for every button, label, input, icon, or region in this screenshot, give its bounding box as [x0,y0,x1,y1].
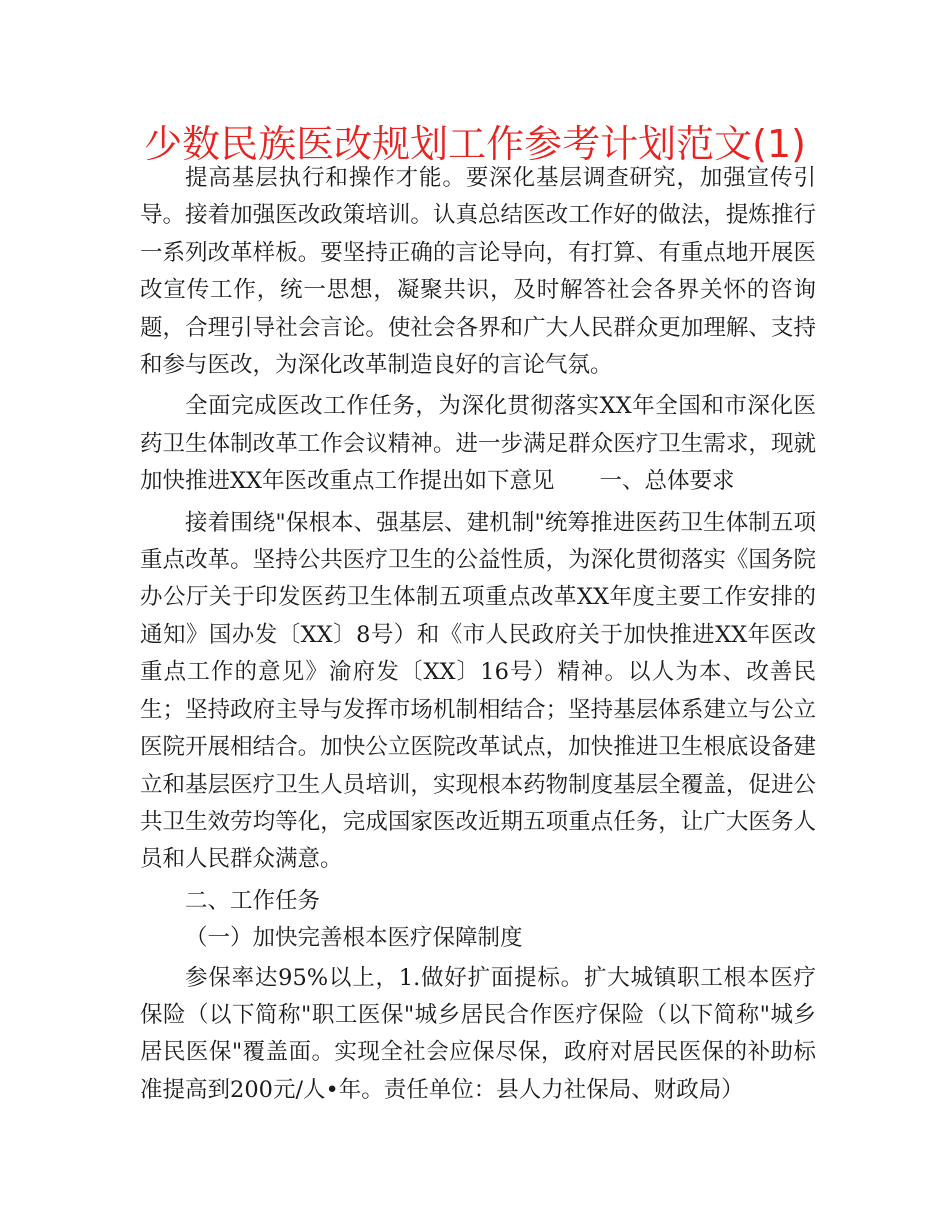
section-heading-work-tasks: 二、工作任务 [185,887,321,914]
subsection-heading-medical-insurance: （一）加快完善根本医疗保障制度 [185,925,523,952]
paragraph-3: 接着围绕"保根本、强基层、建机制"统筹推进医药卫生体制五项重点改革。坚持公共医疗卫生的公益性质，为深化贯彻落实《国务院办公厅关于印发医药卫生体制五项重点改革XX年度主要工作安排的通知》国办发〔XX〕8号）和《市人民政府关于加快推进XX年医改重点工作的意见》渝府发〔XX〕16号）精神。以人为本、改善民生；坚持政府主导与发挥市场机制相结合；坚持基层体系建立与公立医院开展相结合。加快公立医院改革试点，加快推进卫生根底设备建立和基层医疗卫生人员培训，实现根本药物制度基层全覆盖，促进公共卫生效劳均等化，完成国家医改近期五项重点任务，让广大医务人员和人民群众满意。 [140,509,816,873]
document-body [140,160,816,1109]
document-title: 少数民族医改规划工作参考计划范文(1) [144,122,806,166]
paragraph-4: 参保率达95%以上，1.做好扩面提标。扩大城镇职工根本医疗保险（以下简称"职工医保"城乡居民合作医疗保险（以下简称"城乡居民医保"覆盖面。实现全社会应保尽保，政府对居民医保的补助标准提高到200元/人•年。责任单位：县人力社保局、财政局） [140,964,816,1103]
paragraph-1: 提高基层执行和操作才能。要深化基层调查研究，加强宣传引导。接着加强医改政策培训。认真总结医改工作好的做法，提炼推行一系列改革样板。要坚持正确的言论导向，有打算、有重点地开展医改宣传工作，统一思想，凝聚共识，及时解答社会各界关怀的咨询题，合理引导社会言论。使社会各界和广大人民群众更加理解、支持和参与医改，为深化改革制造良好的言论气氛。 [140,165,816,379]
paragraph-2: 全面完成医改工作任务，为深化贯彻落实XX年全国和市深化医药卫生体制改革工作会议精神。进一步满足群众医疗卫生需求，现就加快推进XX年医改重点工作提出如下意见 一、总体要求 [140,393,816,495]
